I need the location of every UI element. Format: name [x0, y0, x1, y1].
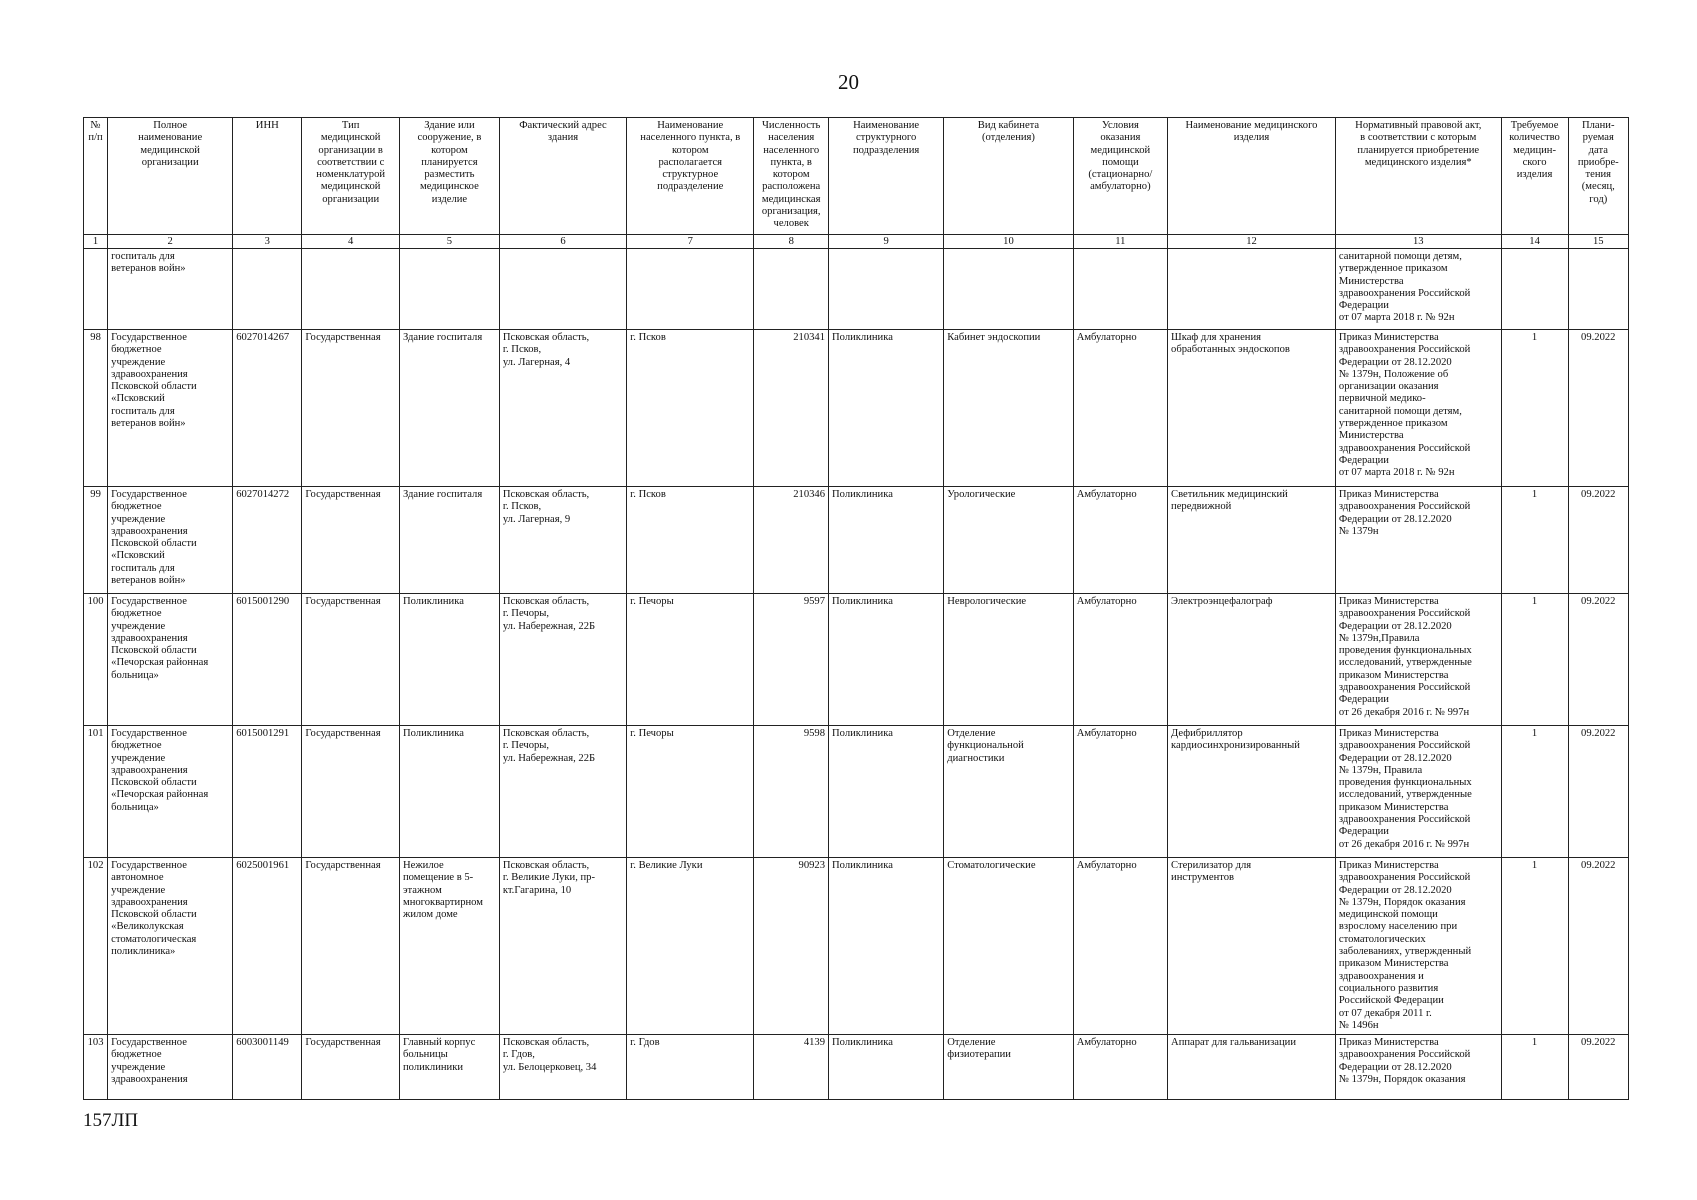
table-cell-col-12: Электроэнцефалограф — [1168, 594, 1336, 726]
table-cell-col-8: 4139 — [754, 1035, 829, 1100]
table-cell-col-1: 101 — [84, 726, 108, 858]
table-cell-col-11: Амбулаторно — [1073, 858, 1167, 1035]
table-cell-col-1: 102 — [84, 858, 108, 1035]
table-cell-col-13: Приказ Министерства здравоохранения Российской Федерации от 28.12.2020 № 1379н, Положение об организации оказания первичной медико- санитарной помощи детям, утвержденное приказом Министерства здравоохранения Российской Федерации от 07 марта 2018 г. № 92н — [1335, 330, 1501, 487]
table-cell-col-5: Здание госпиталя — [400, 330, 500, 487]
table-cell-col-6: Псковская область, г. Печоры, ул. Набережная, 22Б — [499, 594, 626, 726]
table-cell-col-5 — [400, 249, 500, 330]
table-cell-col-15: 09.2022 — [1568, 594, 1628, 726]
table-container — [83, 117, 1629, 1102]
column-number-1: 1 — [84, 235, 108, 249]
table-cell-col-5: Здание госпиталя — [400, 487, 500, 594]
column-number-11: 11 — [1073, 235, 1167, 249]
table-cell-col-14: 1 — [1501, 858, 1568, 1035]
table-cell-col-5: Поликлиника — [400, 594, 500, 726]
table-cell-col-11: Амбулаторно — [1073, 726, 1167, 858]
table-cell-col-3 — [233, 249, 302, 330]
table-row — [84, 594, 1629, 726]
table-cell-col-2: Государственное бюджетное учреждение здравоохранения Псковской области «Псковский госпиталь для ветеранов войн» — [108, 487, 233, 594]
table-cell-col-10 — [944, 249, 1073, 330]
table-cell-col-5: Главный корпус больницы поликлиники — [400, 1035, 500, 1100]
column-header-1: № п/п — [84, 118, 108, 235]
table-cell-col-1: 100 — [84, 594, 108, 726]
table-cell-col-11: Амбулаторно — [1073, 594, 1167, 726]
table-cell-col-14: 1 — [1501, 1035, 1568, 1100]
table-cell-col-4: Государственная — [302, 726, 400, 858]
header-row — [84, 118, 1629, 235]
column-header-14: Требуемое количество медицин- ского изделия — [1501, 118, 1568, 235]
table-cell-col-15: 09.2022 — [1568, 726, 1628, 858]
table-cell-col-10: Отделение физиотерапии — [944, 1035, 1073, 1100]
table-cell-col-11: Амбулаторно — [1073, 1035, 1167, 1100]
table-cell-col-14 — [1501, 249, 1568, 330]
table-cell-col-6: Псковская область, г. Великие Луки, пр- кт.Гагарина, 10 — [499, 858, 626, 1035]
table-cell-col-7 — [627, 249, 754, 330]
column-number-2: 2 — [108, 235, 233, 249]
table-cell-col-6: Псковская область, г. Псков, ул. Лагерная, 4 — [499, 330, 626, 487]
table-cell-col-1: 99 — [84, 487, 108, 594]
table-cell-col-6: Псковская область, г. Печоры, ул. Набережная, 22Б — [499, 726, 626, 858]
column-header-4: Тип медицинской организации в соответствии с номенклатурой медицинской организации — [302, 118, 400, 235]
table-cell-col-2: Государственное бюджетное учреждение здравоохранения — [108, 1035, 233, 1100]
table-cell-col-14: 1 — [1501, 726, 1568, 858]
table-cell-col-10: Неврологические — [944, 594, 1073, 726]
table-cell-col-6 — [499, 249, 626, 330]
column-header-11: Условия оказания медицинской помощи (стационарно/ амбулаторно) — [1073, 118, 1167, 235]
table-cell-col-15: 09.2022 — [1568, 330, 1628, 487]
table-row — [84, 487, 1629, 594]
column-number-5: 5 — [400, 235, 500, 249]
table-cell-col-1: 103 — [84, 1035, 108, 1100]
column-number-7: 7 — [627, 235, 754, 249]
table-row — [84, 249, 1629, 330]
table-cell-col-5: Нежилое помещение в 5- этажном многоквартирном жилом доме — [400, 858, 500, 1035]
table-cell-col-7: г. Печоры — [627, 726, 754, 858]
table-cell-col-11: Амбулаторно — [1073, 487, 1167, 594]
page-number: 20 — [838, 70, 859, 94]
table-cell-col-14: 1 — [1501, 330, 1568, 487]
table-cell-col-4: Государственная — [302, 594, 400, 726]
table-cell-col-6: Псковская область, г. Псков, ул. Лагерная, 9 — [499, 487, 626, 594]
table-cell-col-10: Кабинет эндоскопии — [944, 330, 1073, 487]
table-cell-col-13: Приказ Министерства здравоохранения Российской Федерации от 28.12.2020 № 1379н, Порядок оказания — [1335, 1035, 1501, 1100]
column-header-8: Численность населения населенного пункта, в котором расположена медицинская организация, человек — [754, 118, 829, 235]
column-number-4: 4 — [302, 235, 400, 249]
table-cell-col-2: Государственное бюджетное учреждение здравоохранения Псковской области «Печорская районная больница» — [108, 726, 233, 858]
table-cell-col-8: 90923 — [754, 858, 829, 1035]
column-header-2: Полное наименование медицинской организации — [108, 118, 233, 235]
table-cell-col-2: госпиталь для ветеранов войн» — [108, 249, 233, 330]
table-cell-col-9 — [829, 249, 944, 330]
column-number-10: 10 — [944, 235, 1073, 249]
table-row — [84, 330, 1629, 487]
table-cell-col-7: г. Великие Луки — [627, 858, 754, 1035]
table-cell-col-9: Поликлиника — [829, 594, 944, 726]
table-row — [84, 858, 1629, 1035]
table-cell-col-13: Приказ Министерства здравоохранения Российской Федерации от 28.12.2020 № 1379н — [1335, 487, 1501, 594]
table-cell-col-9: Поликлиника — [829, 330, 944, 487]
column-header-3: ИНН — [233, 118, 302, 235]
table-cell-col-15 — [1568, 249, 1628, 330]
table-cell-col-13: санитарной помощи детям, утвержденное приказом Министерства здравоохранения Российской Федерации от 07 марта 2018 г. № 92н — [1335, 249, 1501, 330]
table-cell-col-8: 9597 — [754, 594, 829, 726]
table-cell-col-13: Приказ Министерства здравоохранения Российской Федерации от 28.12.2020 № 1379н,Правила проведения функциональных исследований, утвержденные приказом Министерства здравоохранения Российской Федерации от 26 декабря 2016 г. № 997н — [1335, 594, 1501, 726]
column-number-12: 12 — [1168, 235, 1336, 249]
table-cell-col-4: Государственная — [302, 858, 400, 1035]
table-cell-col-4: Государственная — [302, 1035, 400, 1100]
table-cell-col-15: 09.2022 — [1568, 1035, 1628, 1100]
column-number-3: 3 — [233, 235, 302, 249]
column-numbers-row — [84, 235, 1629, 249]
table-cell-col-10: Отделение функциональной диагностики — [944, 726, 1073, 858]
table-cell-col-12: Шкаф для хранения обработанных эндоскопов — [1168, 330, 1336, 487]
table-cell-col-8 — [754, 249, 829, 330]
table-cell-col-4: Государственная — [302, 487, 400, 594]
table-cell-col-8: 9598 — [754, 726, 829, 858]
table-cell-col-7: г. Гдов — [627, 1035, 754, 1100]
table-cell-col-7: г. Печоры — [627, 594, 754, 726]
column-header-10: Вид кабинета (отделения) — [944, 118, 1073, 235]
column-number-15: 15 — [1568, 235, 1628, 249]
table-cell-col-3: 6027014267 — [233, 330, 302, 487]
table-cell-col-9: Поликлиника — [829, 487, 944, 594]
table-row — [84, 1035, 1629, 1100]
table-cell-col-5: Поликлиника — [400, 726, 500, 858]
table-cell-col-13: Приказ Министерства здравоохранения Российской Федерации от 28.12.2020 № 1379н, Правила проведения функциональных исследований, утвержденные приказом Министерства здравоохранения Российской Федерации от 26 декабря 2016 г. № 997н — [1335, 726, 1501, 858]
table-cell-col-1: 98 — [84, 330, 108, 487]
column-header-15: Плани- руемая дата приобре- тения (месяц, год) — [1568, 118, 1628, 235]
table-cell-col-4 — [302, 249, 400, 330]
table-cell-col-10: Стоматологические — [944, 858, 1073, 1035]
table-cell-col-3: 6015001291 — [233, 726, 302, 858]
column-header-6: Фактический адрес здания — [499, 118, 626, 235]
table-cell-col-9: Поликлиника — [829, 726, 944, 858]
column-header-9: Наименование структурного подразделения — [829, 118, 944, 235]
table-cell-col-8: 210341 — [754, 330, 829, 487]
table-cell-col-10: Урологические — [944, 487, 1073, 594]
column-number-9: 9 — [829, 235, 944, 249]
table-cell-col-2: Государственное бюджетное учреждение здравоохранения Псковской области «Псковский госпиталь для ветеранов войн» — [108, 330, 233, 487]
table-cell-col-14: 1 — [1501, 487, 1568, 594]
table-cell-col-9: Поликлиника — [829, 1035, 944, 1100]
table-cell-col-3: 6025001961 — [233, 858, 302, 1035]
table-cell-col-2: Государственное автономное учреждение здравоохранения Псковской области «Великолукская стоматологическая поликлиника» — [108, 858, 233, 1035]
table-cell-col-12: Аппарат для гальванизации — [1168, 1035, 1336, 1100]
column-header-5: Здание или сооружение, в котором планируется разместить медицинское изделие — [400, 118, 500, 235]
table-cell-col-6: Псковская область, г. Гдов, ул. Белоцерковец, 34 — [499, 1035, 626, 1100]
table-cell-col-3: 6003001149 — [233, 1035, 302, 1100]
table-row — [84, 726, 1629, 858]
table-cell-col-7: г. Псков — [627, 487, 754, 594]
table-cell-col-14: 1 — [1501, 594, 1568, 726]
table-cell-col-12 — [1168, 249, 1336, 330]
column-number-6: 6 — [499, 235, 626, 249]
column-header-7: Наименование населенного пункта, в котором располагается структурное подразделение — [627, 118, 754, 235]
document-code: 157ЛП — [83, 1110, 139, 1131]
table-cell-col-12: Светильник медицинский передвижной — [1168, 487, 1336, 594]
table-cell-col-15: 09.2022 — [1568, 858, 1628, 1035]
table-cell-col-7: г. Псков — [627, 330, 754, 487]
table-cell-col-4: Государственная — [302, 330, 400, 487]
column-number-14: 14 — [1501, 235, 1568, 249]
table-cell-col-13: Приказ Министерства здравоохранения Российской Федерации от 28.12.2020 № 1379н, Порядок оказания медицинской помощи взрослому населению при стоматологических заболеваниях, утвержденный приказом Министерства здравоохранения и социального развития Российской Федерации от 07 декабря 2011 г. № 1496н — [1335, 858, 1501, 1035]
equipment-table — [83, 117, 1629, 1100]
column-header-12: Наименование медицинского изделия — [1168, 118, 1336, 235]
table-cell-col-12: Дефибриллятор кардиосинхронизированный — [1168, 726, 1336, 858]
table-cell-col-12: Стерилизатор для инструментов — [1168, 858, 1336, 1035]
table-cell-col-8: 210346 — [754, 487, 829, 594]
table-cell-col-9: Поликлиника — [829, 858, 944, 1035]
table-cell-col-11: Амбулаторно — [1073, 330, 1167, 487]
table-cell-col-1 — [84, 249, 108, 330]
table-cell-col-15: 09.2022 — [1568, 487, 1628, 594]
column-number-13: 13 — [1335, 235, 1501, 249]
column-number-8: 8 — [754, 235, 829, 249]
table-cell-col-11 — [1073, 249, 1167, 330]
table-cell-col-2: Государственное бюджетное учреждение здравоохранения Псковской области «Печорская районная больница» — [108, 594, 233, 726]
table-cell-col-3: 6027014272 — [233, 487, 302, 594]
table-cell-col-3: 6015001290 — [233, 594, 302, 726]
column-header-13: Нормативный правовой акт, в соответствии с которым планируется приобретение медицинского изделия* — [1335, 118, 1501, 235]
